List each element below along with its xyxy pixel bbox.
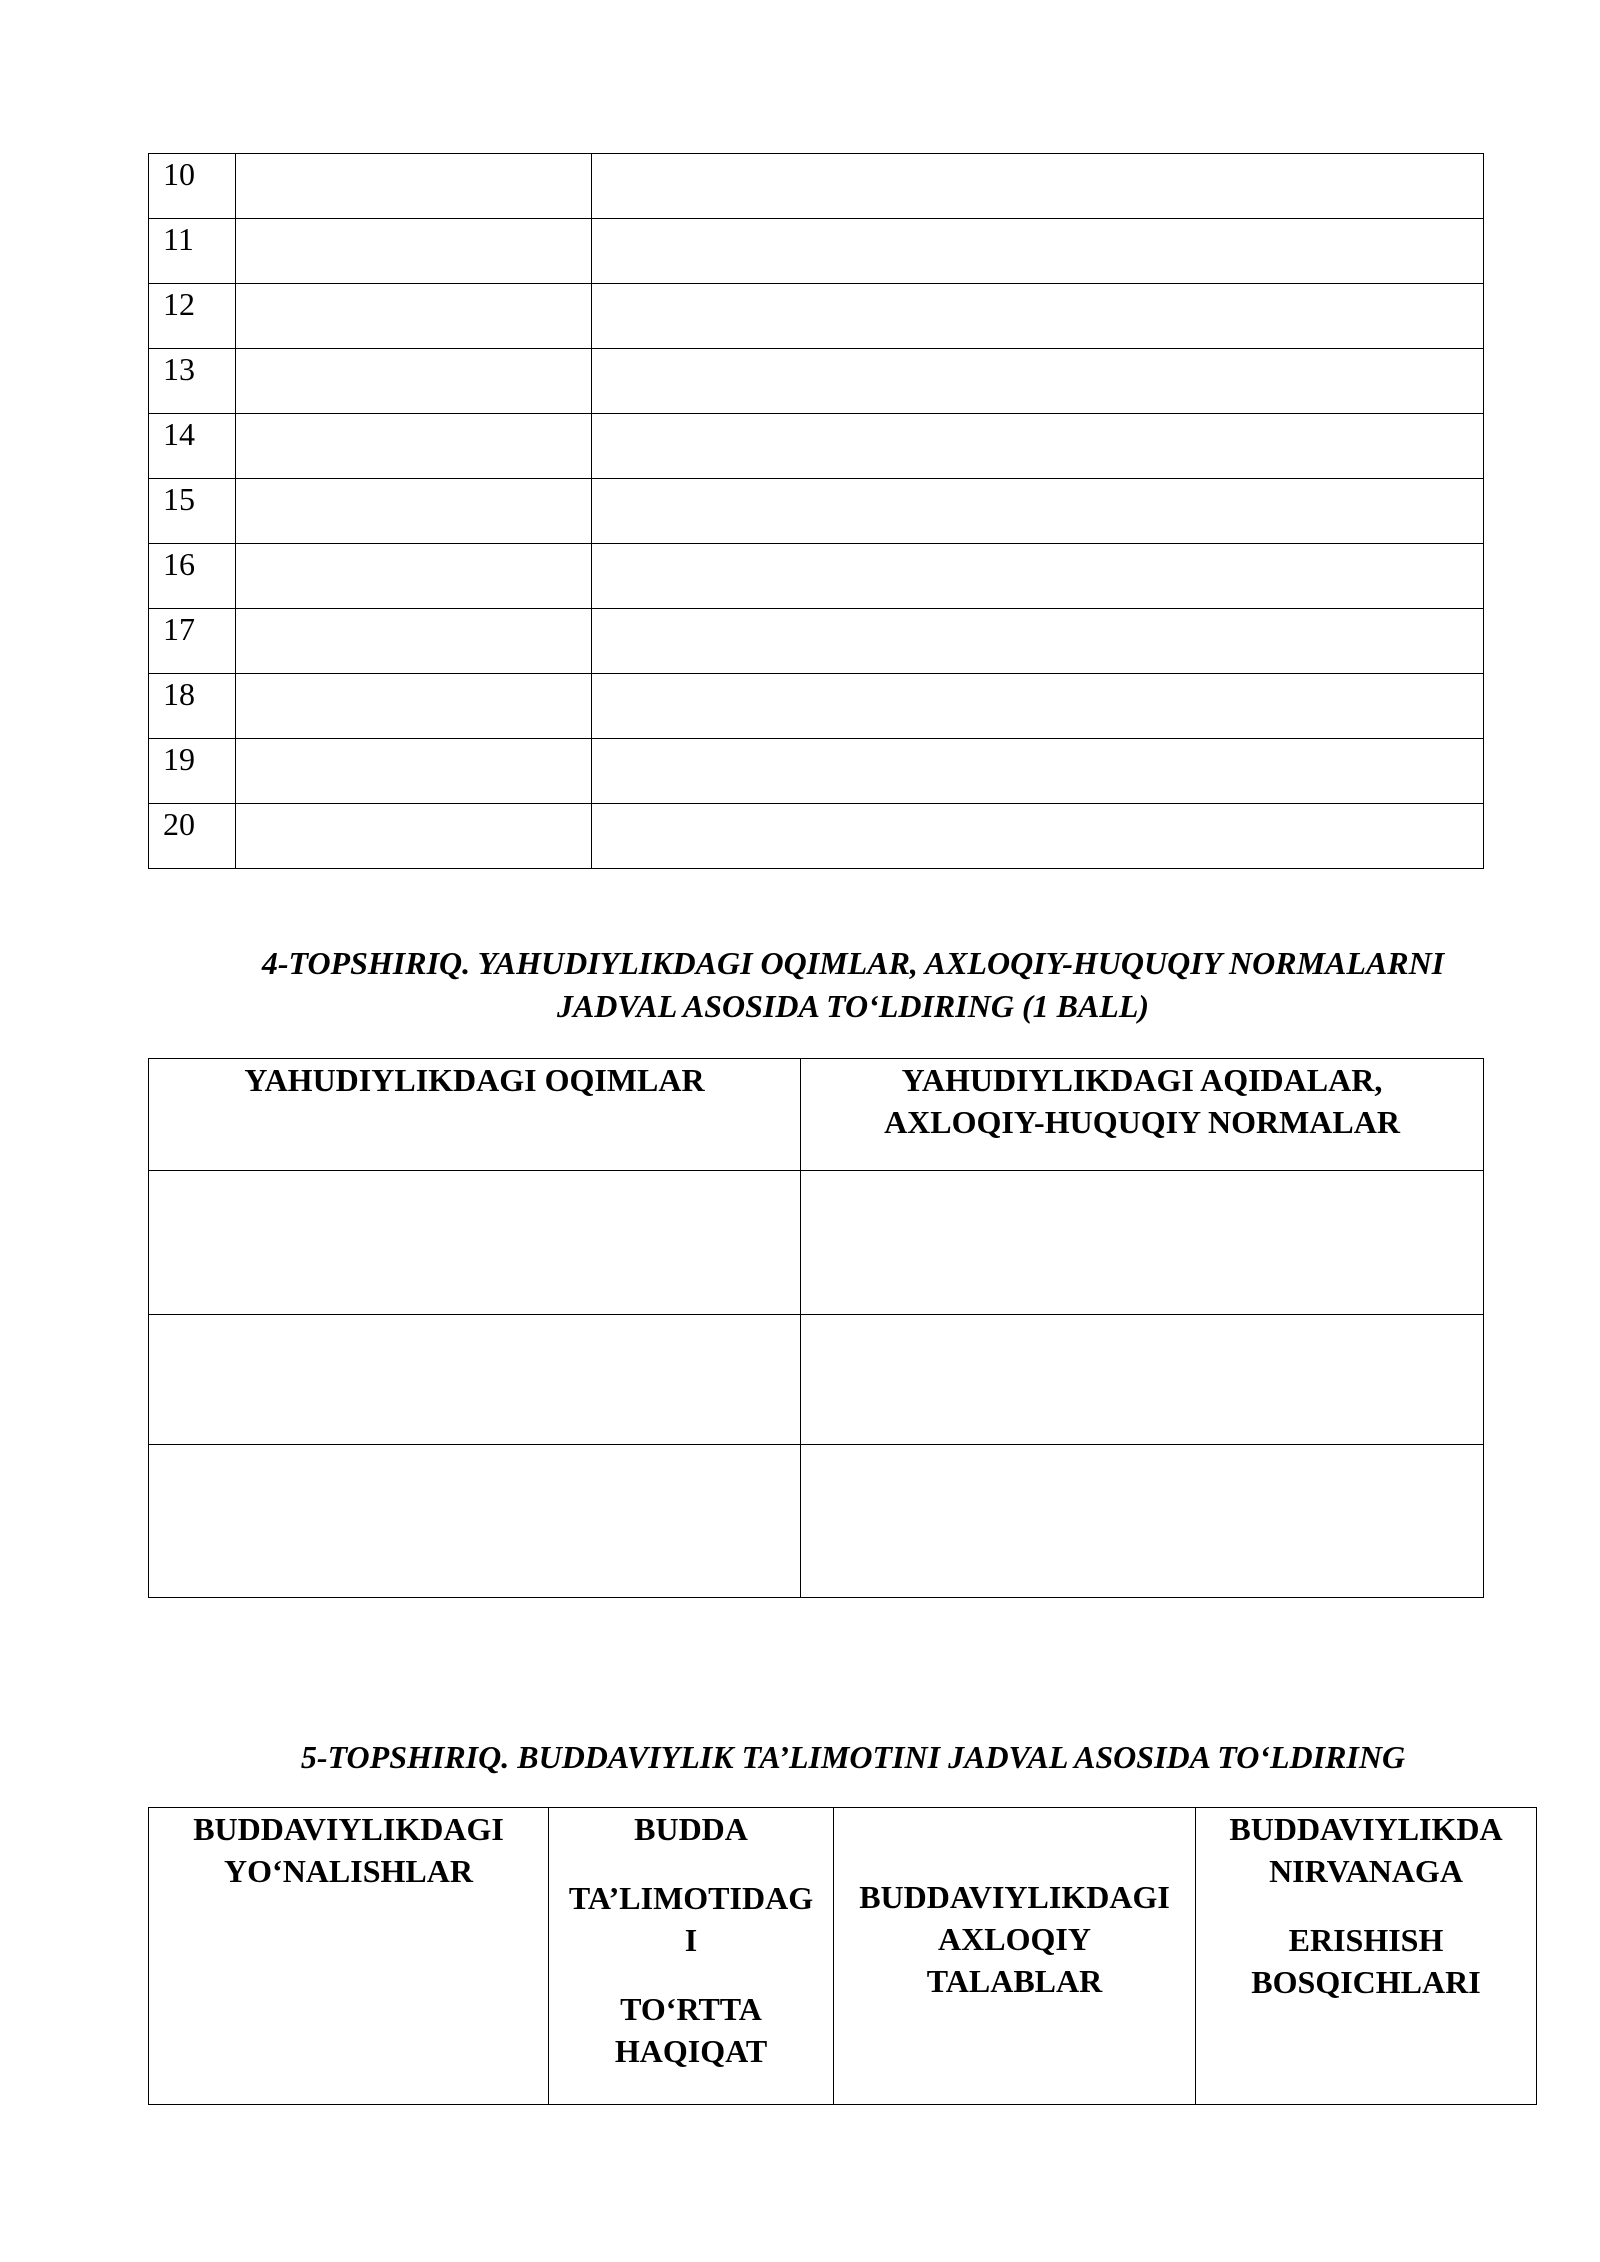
row-number-cell: 17	[149, 609, 236, 674]
blank-cell	[801, 1315, 1484, 1445]
column-header-four-truths	[549, 1808, 834, 2105]
column-header-moral-requirements	[834, 1808, 1196, 2105]
blank-cell	[149, 1445, 801, 1598]
table-row	[149, 674, 1484, 739]
column-header-norms	[801, 1059, 1484, 1171]
header-line: YAHUDIYLIKDAGI OQIMLAR	[244, 1062, 705, 1098]
blank-cell	[801, 1171, 1484, 1315]
table-header-row	[149, 1808, 1537, 2105]
column-header-directions	[149, 1808, 549, 2105]
blank-cell	[801, 1445, 1484, 1598]
row-number-cell: 11	[149, 219, 236, 284]
row-number-cell: 13	[149, 349, 236, 414]
blank-cell	[149, 1315, 801, 1445]
table-row	[149, 1315, 1484, 1445]
header-line: BOSQICHLARI	[1251, 1964, 1481, 2000]
row-number-cell: 14	[149, 414, 236, 479]
header-paragraph	[1196, 1919, 1536, 2003]
header-line: I	[684, 1922, 698, 1958]
blank-cell	[236, 804, 592, 869]
header-line: AXLOQIY-HUQUQIY NORMALAR	[884, 1104, 1400, 1140]
blank-cell	[236, 739, 592, 804]
blank-cell	[592, 154, 1484, 219]
blank-cell	[149, 1171, 801, 1315]
blank-cell	[592, 804, 1484, 869]
row-number-cell: 18	[149, 674, 236, 739]
table-row	[149, 154, 1484, 219]
table-row	[149, 219, 1484, 284]
table-row	[149, 739, 1484, 804]
table-row	[149, 284, 1484, 349]
header-line: TALABLAR	[926, 1963, 1103, 1999]
header-line: BUDDA	[634, 1811, 748, 1847]
task5-table	[148, 1807, 1537, 2105]
task4-heading-line: 4-TOPSHIRIQ. YAHUDIYLIKDAGI OQIMLAR, AXLOQIY-HUQUQIY NORMALARNI	[261, 945, 1445, 981]
blank-cell	[236, 154, 592, 219]
header-line: AXLOQIY	[938, 1921, 1091, 1957]
column-header-nirvana-stages	[1196, 1808, 1537, 2105]
header-paragraph	[834, 1876, 1195, 2002]
table-row	[149, 609, 1484, 674]
blank-cell	[236, 349, 592, 414]
row-number-cell: 20	[149, 804, 236, 869]
row-number-cell: 12	[149, 284, 236, 349]
blank-cell	[592, 674, 1484, 739]
header-line: YAHUDIYLIKDAGI AQIDALAR,	[901, 1062, 1383, 1098]
header-line: TA’LIMOTIDAG	[568, 1880, 814, 1916]
blank-cell	[592, 609, 1484, 674]
blank-cell	[236, 284, 592, 349]
header-line: NIRVANAGA	[1269, 1853, 1463, 1889]
numbered-table	[148, 153, 1484, 869]
header-line: BUDDAVIYLIKDAGI	[193, 1811, 504, 1847]
blank-cell	[236, 609, 592, 674]
header-line: ERISHISH	[1288, 1922, 1444, 1958]
task5-heading: 5-TOPSHIRIQ. BUDDAVIYLIK TA’LIMOTINI JADVAL ASOSIDA TO‘LDIRING	[300, 1739, 1406, 1775]
blank-cell	[592, 414, 1484, 479]
blank-cell	[592, 219, 1484, 284]
header-paragraph	[149, 1808, 548, 1892]
blank-cell	[236, 674, 592, 739]
blank-cell	[236, 414, 592, 479]
blank-cell	[592, 739, 1484, 804]
row-number-cell: 19	[149, 739, 236, 804]
header-line: TO‘RTTA	[620, 1991, 762, 2027]
header-line: BUDDAVIYLIKDAGI	[859, 1879, 1170, 1915]
header-paragraph	[549, 1808, 833, 1850]
header-paragraph	[549, 1988, 833, 2072]
blank-cell	[236, 219, 592, 284]
task4-heading	[148, 942, 1558, 1028]
header-paragraph	[549, 1877, 833, 1961]
blank-cell	[592, 284, 1484, 349]
table-row	[149, 479, 1484, 544]
header-paragraph	[1196, 1808, 1536, 1892]
header-line: BUDDAVIYLIKDA	[1229, 1811, 1503, 1847]
table-row	[149, 349, 1484, 414]
blank-cell	[236, 544, 592, 609]
task4-heading-line: JADVAL ASOSIDA TO‘LDIRING (1 BALL)	[556, 988, 1150, 1024]
row-number-cell: 10	[149, 154, 236, 219]
blank-cell	[592, 479, 1484, 544]
row-number-cell: 16	[149, 544, 236, 609]
header-line: YO‘NALISHLAR	[224, 1853, 473, 1889]
table-row	[149, 414, 1484, 479]
column-header-currents	[149, 1059, 801, 1171]
row-number-cell: 15	[149, 479, 236, 544]
table-row	[149, 1445, 1484, 1598]
blank-cell	[592, 349, 1484, 414]
table-header-row	[149, 1059, 1484, 1171]
blank-cell	[592, 544, 1484, 609]
table-row	[149, 804, 1484, 869]
blank-cell	[236, 479, 592, 544]
header-line: HAQIQAT	[614, 2033, 768, 2069]
task4-table	[148, 1058, 1484, 1598]
table-row	[149, 1171, 1484, 1315]
table-row	[149, 544, 1484, 609]
